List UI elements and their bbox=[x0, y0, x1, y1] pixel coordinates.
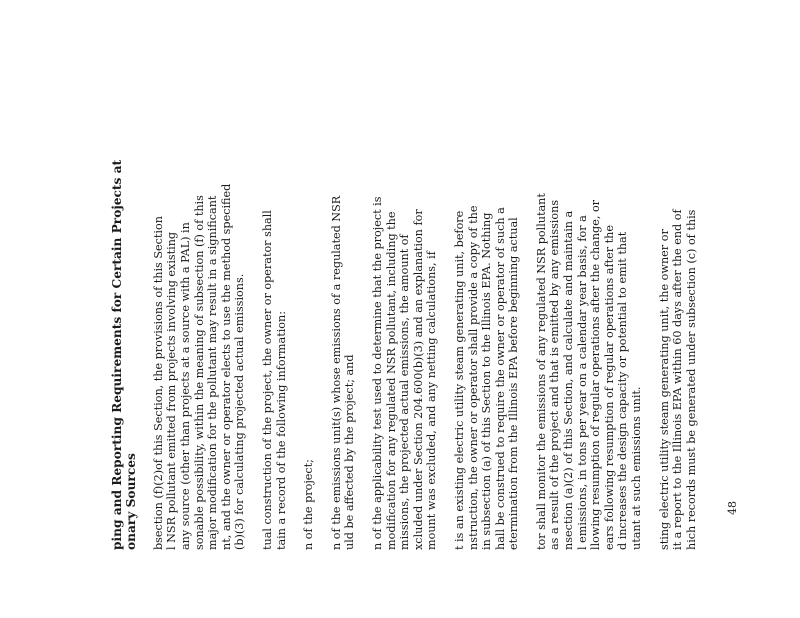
text-line: mount was excluded, and any netting calculations, if bbox=[425, 251, 439, 550]
text-line: n of the applicability test used to determine that the project is bbox=[370, 196, 384, 550]
text-line: nt, and the owner or operator elects to use the method specified bbox=[219, 183, 233, 550]
text-line: d increases the design capacity or potential to emit that bbox=[616, 231, 630, 550]
text-line: hall be construed to require the owner or operator of such a bbox=[493, 207, 507, 550]
text-line: any source (other than projects at a source with a PAL) in bbox=[179, 222, 192, 550]
text-line: tual construction of the project, the owner or operator shall bbox=[260, 210, 274, 550]
text-line: tain a record of the following information: bbox=[274, 311, 288, 550]
text-line: in subsection (a) of this Section to the Illinois EPA. Nothing bbox=[480, 212, 494, 550]
text-line: llowing resumption of regular operations after the change, or bbox=[589, 199, 603, 550]
text-line: nsection (a)(2) of this Section, and calculate and maintain a bbox=[562, 210, 576, 550]
paragraph bbox=[658, 70, 699, 550]
text-line: l emissions, in tons per year on a calendar year basis, for a bbox=[575, 215, 589, 550]
text-line: bsection (f)(2)of this Section, the provisions of this Section bbox=[151, 216, 165, 550]
text-line: etermination from the Illinois EPA before beginning actual bbox=[507, 217, 521, 550]
heading-line: onary Sources bbox=[124, 453, 139, 550]
paragraph bbox=[453, 70, 521, 550]
text-line: nstruction, the owner or operator shall provide a copy of the bbox=[466, 205, 480, 550]
text-line: t is an existing electric utility steam generating unit, before bbox=[452, 210, 466, 550]
text-line: l NSR pollutant emitted from projects involving existing bbox=[165, 231, 179, 550]
text-line: as a result of the project and that is emitted by any emissions bbox=[548, 199, 562, 550]
text-line: (b)(3) for calculating projected actual emissions. bbox=[233, 273, 247, 550]
text-line: tor shall monitor the emissions of any regulated NSR pollutant bbox=[534, 193, 548, 550]
text-line: sonable possibility, within the meaning of subsection (f) of this bbox=[192, 195, 206, 550]
section-heading bbox=[110, 70, 139, 550]
text-line: missions, the projected actual emissions, the amount of bbox=[398, 234, 412, 550]
paragraph bbox=[330, 70, 357, 550]
paragraph bbox=[261, 70, 288, 550]
text-line: sting electric utility steam generating unit, the owner or bbox=[657, 229, 671, 550]
text-line: n of the project; bbox=[302, 459, 316, 550]
text-line: hich records must be generated under subsection (c) of this bbox=[684, 209, 698, 550]
text-line: utant at such emissions unit. bbox=[630, 386, 644, 550]
body-paragraphs bbox=[152, 70, 699, 550]
text-line: uld be affected by the project; and bbox=[343, 354, 357, 550]
paragraph bbox=[371, 70, 439, 550]
text-line: xcluded under Section 204.600(b)(3) and an explanation for bbox=[411, 209, 425, 550]
text-line: major modification for the pollutant may result in a significant bbox=[206, 195, 220, 550]
paragraph bbox=[535, 70, 644, 550]
text-line: it a report to the Illinois EPA within 60 days after the end of bbox=[671, 209, 685, 550]
rotated-text-block bbox=[110, 70, 710, 550]
paragraph bbox=[302, 70, 316, 550]
text-line: n of the emissions unit(s) whose emissions of a regulated NSR bbox=[329, 195, 343, 550]
heading-line: ping and Reporting Requirements for Certain Projects at bbox=[110, 159, 124, 550]
text-line: modification for any regulated NSR pollutant, including the bbox=[384, 211, 398, 550]
text-line: ears following resumption of regular operations after the bbox=[602, 225, 616, 550]
paragraph bbox=[152, 70, 247, 550]
page-number: 48 bbox=[726, 501, 739, 515]
